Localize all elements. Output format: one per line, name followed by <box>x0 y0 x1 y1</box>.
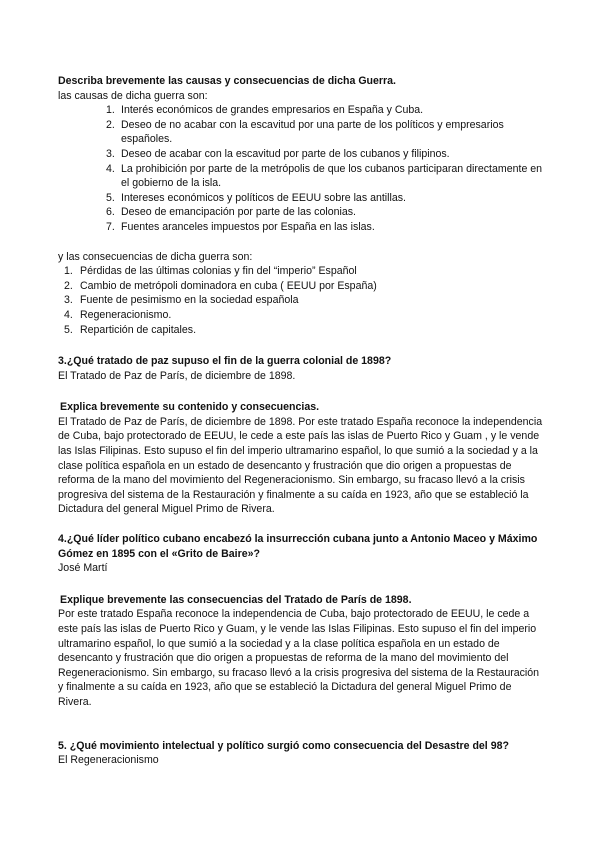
list-item: 4. La prohibición por parte de la metrópolis de que los cubanos participaran directamente en el gobierno de la isla. <box>106 162 543 190</box>
list-item: 5. Repartición de capitales. <box>64 323 197 336</box>
answer-3b: El Tratado de Paz de París, de diciembre de 1898. Por este tratado España reconoce la independencia de Cuba, bajo protectorado de EEUU, le cede a este país las islas de Puerto Rico y Guam , y le vende las Islas Filipinas. Esto supuso el fin del imperio ultramarino español, lo que sumió a la sociedad y a la clase política española en un estado de desencanto y frustración que dio origen a propuestas de reforma de la mano del movimiento del Regeneracionismo. Sin embargo, su fracaso llevó a la crisis progresiva del sistema de la Restauración y finalmente a su caída en 1923, año que se estableció la Dictadura del general Miguel Primo de Rivera. <box>58 415 543 516</box>
causes-intro: las causas de dicha guerra son: <box>58 89 208 102</box>
list-item: 3. Deseo de acabar con la escavitud por parte de los cubanos y filipinos. <box>106 147 450 160</box>
question-4: 4.¿Qué líder político cubano encabezó la insurrección cubana junto a Antonio Maceo y Máximo Gómez en 1895 con el «Grito de Baire»? <box>58 533 538 560</box>
list-item: 7. Fuentes aranceles impuestos por España en las islas. <box>106 220 375 233</box>
causes-list <box>58 103 546 234</box>
list-item: 5. Intereses económicos y políticos de EEUU sobre las antillas. <box>106 191 406 204</box>
question-4b: Explique brevemente las consecuencias del Tratado de París de 1898. <box>60 593 412 606</box>
list-item: 4. Regeneracionismo. <box>64 308 172 321</box>
answer-5: El Regeneracionismo <box>58 754 159 767</box>
question-5: 5. ¿Qué movimiento intelectual y político surgió como consecuencia del Desastre del 98? <box>58 739 509 752</box>
list-item: 1. Pérdidas de las últimas colonias y fin del “imperio” Español <box>64 265 357 278</box>
answer-4b: Por este tratado España reconoce la independencia de Cuba, bajo protectorado de EEUU, le cede a este país las islas de Puerto Rico y Guam, y le vende las Islas Filipinas. Esto supuso el fin del imperio ultramarino español, lo que sumió a la sociedad y a la clase política española en un estado de desencanto y frustración que dio origen a propuestas de reforma de la mano del movimiento del Regeneracionismo. Sin embargo, su fracaso llevó a la crisis progresiva del sistema de la Restauración y finalmente a su caída en 1923, año que se estableció la Dictadura del general Miguel Primo de Rivera. <box>58 608 540 708</box>
consequences-intro: y las consecuencias de dicha guerra son: <box>58 250 253 263</box>
list-item: 6. Deseo de emancipación por parte de las colonias. <box>106 206 356 219</box>
list-item: 2. Deseo de no acabar con la escavitud por una parte de los políticos y empresarios españoles. <box>106 118 504 146</box>
question-3: 3.¿Qué tratado de paz supuso el fin de la guerra colonial de 1898? <box>58 355 392 368</box>
answer-3: El Tratado de Paz de París, de diciembre de 1898. <box>58 369 296 382</box>
document-page <box>58 74 546 768</box>
answer-4: José Martí <box>58 562 108 575</box>
consequences-list <box>58 264 546 337</box>
list-item: 1. Interés económicos de grandes empresarios en España y Cuba. <box>106 104 424 117</box>
question-3b: Explica brevemente su contenido y consecuencias. <box>60 401 320 414</box>
list-item: 3. Fuente de pesimismo en la sociedad española <box>64 294 299 307</box>
section1-heading: Describa brevemente las causas y consecuencias de dicha Guerra. <box>58 75 396 87</box>
list-item: 2. Cambio de metrópoli dominadora en cuba ( EEUU por España) <box>64 279 377 292</box>
